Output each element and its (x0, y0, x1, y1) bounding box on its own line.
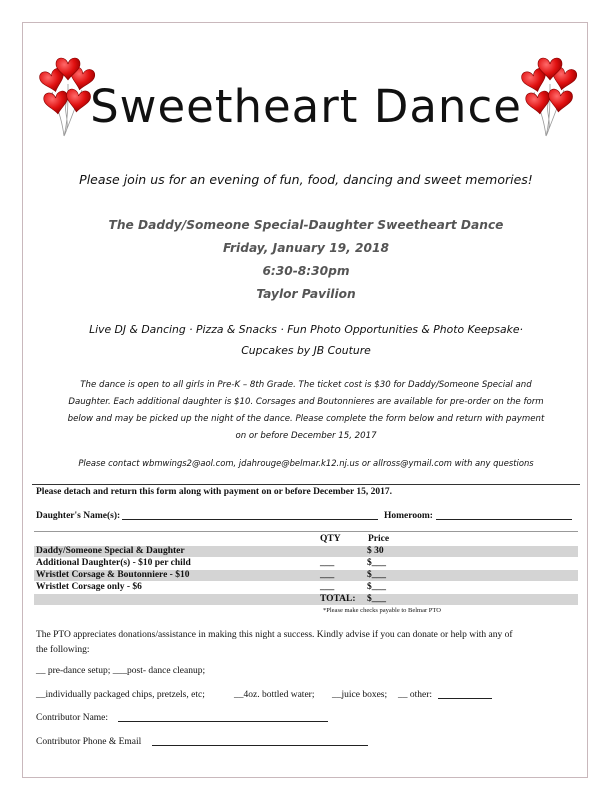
table-row (34, 570, 578, 581)
qty-header: QTY (320, 534, 341, 544)
features-line-2: Cupcakes by JB Couture (241, 344, 371, 357)
total-value: $___ (367, 594, 386, 604)
homeroom-label: Homeroom: (384, 511, 433, 521)
item-qty[interactable]: ___ (320, 570, 335, 580)
table-row (34, 558, 578, 569)
details-line-3: below and may be picked up the night of the dance. Please complete the form below and return with payment (67, 414, 545, 424)
features-line-1: Live DJ & Dancing · Pizza & Snacks · Fun Photo Opportunities & Photo Keepsake· (89, 323, 523, 336)
table-top-rule (34, 531, 578, 532)
table-row (34, 546, 578, 557)
contributor-phone-field[interactable] (152, 735, 368, 746)
donate-other-option[interactable]: __ other: (398, 690, 433, 700)
event-details (42, 377, 570, 445)
contributor-phone-label: Contributor Phone & Email (36, 737, 142, 747)
event-date: Friday, January 19, 2018 (223, 241, 389, 255)
total-row (34, 594, 578, 605)
item-label: Wristlet Corsage & Boutonniere - $10 (36, 570, 190, 580)
details-line-2: Daughter. Each additional daughter is $10. Corsages and Boutonnieres are available for pre-order on the form (68, 397, 544, 407)
donation-line-1: The PTO appreciates donations/assistance in making this night a success. Kindly advise if you can donate or help with any of (36, 630, 513, 640)
contributor-name-field[interactable] (118, 711, 328, 722)
donate-water-option[interactable]: __4oz. bottled water; (234, 690, 315, 700)
item-price: $___ (367, 558, 386, 568)
item-label: Wristlet Corsage only - $6 (36, 582, 142, 592)
page-title: Sweetheart Dance (90, 80, 522, 133)
contributor-name-label: Contributor Name: (36, 713, 109, 723)
daughter-name-label: Daughter's Name(s): (36, 511, 121, 521)
donation-line-2: the following: (36, 645, 90, 655)
item-price: $ 30 (367, 546, 384, 556)
details-line-1: The dance is open to all girls in Pre-K – 8th Grade. The ticket cost is $30 for Daddy/Someone Special and (80, 380, 532, 390)
donation-text (36, 630, 576, 655)
contact-info: Please contact wbmwings2@aol.com, jdahrouge@belmar.k12.nj.us or allross@ymail.com with any questions (78, 458, 534, 468)
item-price: $___ (367, 582, 386, 592)
donate-chips-option[interactable]: __individually packaged chips, pretzels, etc; (36, 690, 205, 700)
invitation-text: Please join us for an evening of fun, food, dancing and sweet memories! (79, 172, 533, 187)
event-time: 6:30-8:30pm (262, 264, 350, 278)
item-qty[interactable]: ___ (320, 582, 335, 592)
help-options[interactable]: __ pre-dance setup; ___post- dance cleanup; (36, 666, 206, 676)
details-line-4: on or before December 15, 2017 (235, 431, 377, 441)
detach-line (32, 484, 580, 485)
event-location: Taylor Pavilion (256, 287, 356, 301)
homeroom-field[interactable] (436, 509, 572, 520)
item-price: $___ (367, 570, 386, 580)
event-name: The Daddy/Someone Special-Daughter Sweetheart Dance (108, 218, 504, 232)
price-header: Price (368, 534, 390, 544)
table-row (34, 582, 578, 593)
item-qty[interactable]: ___ (320, 558, 335, 568)
donate-other-field[interactable] (438, 688, 492, 699)
checks-note: *Please make checks payable to Belmar PTO (323, 607, 441, 614)
item-label: Additional Daughter(s) - $10 per child (36, 558, 191, 568)
daughter-name-field[interactable] (122, 509, 378, 520)
detach-note: Please detach and return this form along with payment on or before December 15, 2017. (36, 487, 393, 497)
item-label: Daddy/Someone Special & Daughter (36, 546, 185, 556)
donate-juice-option[interactable]: __juice boxes; (332, 690, 388, 700)
total-label: TOTAL: (320, 594, 356, 604)
